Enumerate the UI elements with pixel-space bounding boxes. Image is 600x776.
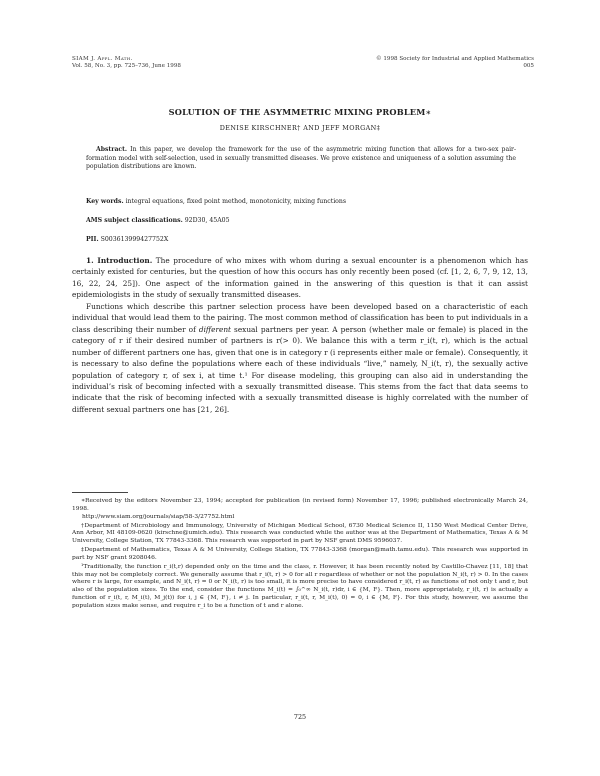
abstract-label: Abstract. <box>96 146 128 153</box>
footnote-1: ¹Traditionally, the function r_i(t,r) depended only on the time and the class, r. However, it has been recently noted by Castillo-Chavez [11, 18] that this may not be completely correct. We generally assume that r_i(t, r) > 0 for all r regardless of whether or not the population N_i(t, r) > 0. In the cases where r is large, for example, and N_i(t, r) = 0 or N_i(t, r) is too small, it is more precise to have considered r_i(t, r) as functions of not only t and r, but also of the population sizes. To the end, consider the functions M_i(t) = ∫₀^∞ N_i(t, r)dr, i ∈ {M, F}. Then, more appropriately, r_i(t, r) is actually a function of r_i(t, r, M_i(t), M_j(t)) for i, j ∈ {M, F}, i ≠ j. In particular, r_i(t, r, M_i(t), 0) = 0, i ∈ {M, F}. For this study, however, we assume the population sizes make sense, and require r_i to be a function of t and r alone. <box>72 563 528 609</box>
author-line: DENISE KIRSCHNER† AND JEFF MORGAN‡ <box>219 124 381 132</box>
keywords <box>86 198 346 205</box>
ams-classification <box>86 217 230 224</box>
footnotes <box>72 498 528 612</box>
running-header-left <box>72 56 181 70</box>
page-number: 725 <box>293 713 307 721</box>
ams-label: AMS subject classifications. <box>86 217 183 224</box>
section-heading: 1. Introduction. <box>86 256 153 265</box>
intro-paragraph-1 <box>72 255 528 301</box>
footnote-url[interactable]: http://www.siam.org/journals/siap/58-3/27752.html <box>82 513 235 520</box>
footnote-received-text: ∗Received by the editors November 23, 1994; accepted for publication (in revised form) November 17, 1996; published electronically March 24, 1998. <box>72 498 528 512</box>
ams-text: 92D30, 45A05 <box>184 217 230 224</box>
paper-title: SOLUTION OF THE ASYMMETRIC MIXING PROBLEM∗ <box>168 107 432 117</box>
footnote-affiliation-1: †Department of Microbiology and Immunology, University of Michigan Medical School, 6730 Medical Science II, 1150 West Medical Center Drive, Ann Arbor, MI 48109-0620 (kirschne@umich.edu). This research was conducted while the author was at the Department of Mathematics, Texas A & M University, College Station, TX 77843-3368. This research was supported in part by NSF grant DMS 9596037. <box>72 522 528 545</box>
intro-paragraph-2 <box>72 301 528 416</box>
copyright-notice: © 1998 Society for Industrial and Applied Mathematics <box>375 56 534 62</box>
pii-label: PII. <box>86 236 99 243</box>
introduction-section <box>72 255 528 415</box>
intro-p2-emphasis: different <box>198 324 232 334</box>
running-header-right <box>376 56 534 70</box>
volume-info: Vol. 58, No. 3, pp. 725–736, June 1998 <box>72 63 181 69</box>
keywords-text: integral equations, fixed point method, monotonicity, mixing functions <box>125 198 347 205</box>
intro-p2-text-b: sexual partners per year. A person (whether male or female) is placed in the category of r if their desired number of partners is r(> 0). We balance this with a term r_i(t, r), which is the actual number of different partners one has, given that one is in category r (i represents either male or female). Consequently, it is necessary to also define the populations where each of these individuals “live,” namely, N_i(t, r), the sexually active population of category r, of sex i, at time t.¹ For disease modeling, this grouping can also aid in understanding the individual’s risk of becoming infected with a sexually transmitted disease. This stems from the fact that data seems to indicate that the risk of becoming infected with a sexually transmitted disease is highly correlated with the number of different sexual partners one has [21, 26]. <box>72 324 528 414</box>
journal-name: SIAM J. Appl. Math. <box>72 56 133 62</box>
keywords-label: Key words. <box>86 198 124 205</box>
footnote-rule <box>72 492 128 493</box>
footnote-affiliation-2: ‡Department of Mathematics, Texas A & M University, College Station, TX 77843-3368 (morgan@math.tamu.edu). This research was supported in part by NSF grant 9208046. <box>72 547 528 561</box>
footnote-received <box>72 498 528 522</box>
intro-p2-text-a: Functions which describe this partner selection process have been developed based on a characteristic of each individual that would lead them to the pairing. The most common method of classification has been to put individuals in a class describing their number of <box>72 301 528 334</box>
abstract <box>86 146 516 172</box>
pii <box>86 236 168 243</box>
article-number: 005 <box>523 63 534 69</box>
pii-text: S003613999427752X <box>100 236 169 243</box>
intro-p1-text: The procedure of who mixes with whom during a sexual encounter is a phenomenon which has certainly existed for centuries, but the question of how this occurs has only recently been posed (cf. [1, 2, 6, 7, 9, 12, 13, 16, 22, 24, 25]). One aspect of the information gained in the answering of this question is that it can assist epidemiologists in the study of sexually transmitted diseases. <box>72 256 528 300</box>
abstract-text: In this paper, we develop the framework for the use of the asymmetric mixing function that allows for a two-sex pair-formation model with self-selection, used in sexually transmitted diseases. We prove existence and uniqueness of a solution assuming the population distributions are known. <box>86 146 517 171</box>
